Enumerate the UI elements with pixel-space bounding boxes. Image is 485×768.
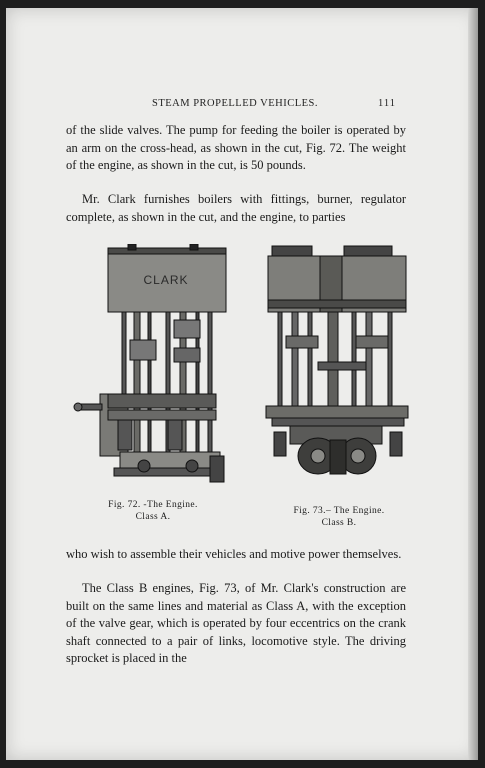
figure-72-caption [78,499,228,523]
page-header [6,98,478,114]
figure-72-engine-class-a [70,244,230,488]
page-number: 111 [378,98,396,109]
figure-72-caption-class: Class A. [135,512,171,522]
book-page [6,8,478,760]
running-title: STEAM PROPELLED VEHICLES. [152,98,319,109]
page-edge [468,8,478,760]
figure-73-caption-title: Fig. 73.– The Engine. [293,506,385,516]
paragraph-3: who wish to assemble their vehicles and motive power themselves. [66,547,402,561]
figure-73-caption [264,505,414,529]
paragraph-1: of the slide valves. The pump for feeding the boiler is operated by an arm on the cross-head, as shown in the cut, Fig. 72. The weight of the engine, as shown in the cut, is 50 pounds. [66,123,406,173]
paragraph-2: Mr. Clark furnishes boilers with fittings, burner, regulator complete, as shown in the cut, and the engine, to parties [66,192,406,224]
figure-72-caption-title: Fig. 72. -The Engine. [108,500,198,510]
paragraph-4: The Class B engines, Fig. 73, of Mr. Clark's construction are built on the same lines and material as Class A, with the exception of the valve gear, which is operated by four eccentrics on the crank shaft connected to a pair of links, locomotive style. The driving sprocket is placed in the [66,581,406,666]
figure-73-caption-class: Class B. [321,518,357,528]
engine-plate-label: CLARK [143,273,189,287]
figure-73-engine-class-b [264,244,412,488]
